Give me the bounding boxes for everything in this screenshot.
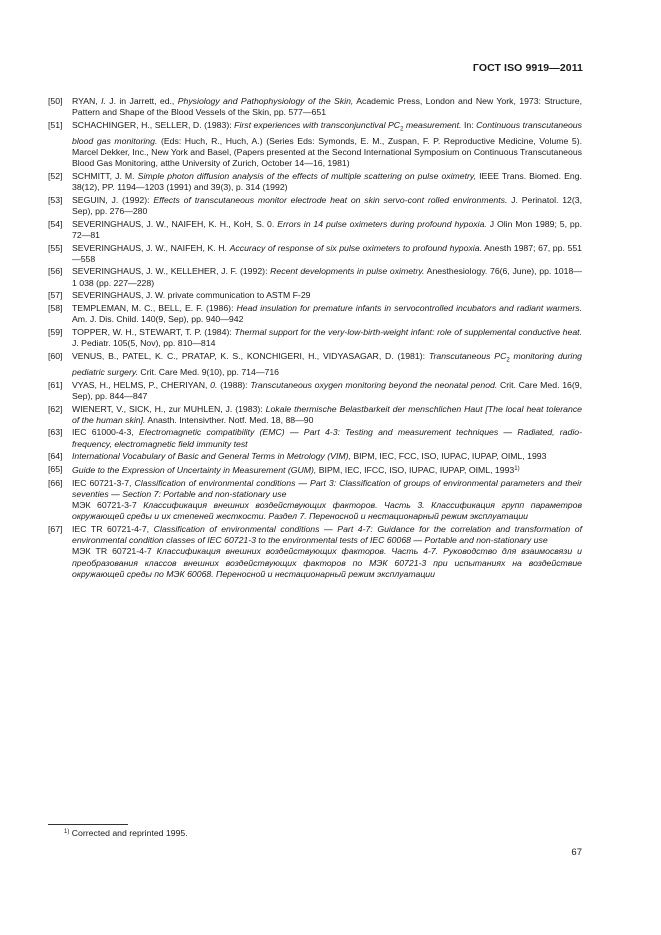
bibliography-list bbox=[48, 96, 582, 581]
footnote bbox=[64, 828, 188, 838]
reference-entry bbox=[48, 290, 582, 301]
reference-body bbox=[72, 478, 582, 523]
reference-body bbox=[72, 351, 582, 378]
reference-text-fragment: RYAN, bbox=[72, 96, 102, 106]
reference-entry bbox=[48, 524, 582, 580]
reference-text-fragment: TEMPLEMAN, M. C., BELL, E. F. (1986): bbox=[72, 303, 237, 314]
reference-body bbox=[72, 171, 582, 193]
reference-body bbox=[72, 243, 582, 265]
reference-citation bbox=[72, 290, 582, 301]
reference-citation bbox=[72, 380, 582, 402]
reference-national-equivalent bbox=[72, 500, 582, 522]
reference-text-fragment: WIENERT, V., SICK, H., zur MUHLEN, J. (1983): bbox=[72, 403, 266, 414]
reference-body bbox=[72, 451, 582, 462]
reference-text-fragment: IEC 61000-4-3, bbox=[72, 427, 139, 438]
reference-number: [56] bbox=[48, 266, 63, 277]
reference-text-fragment: Continuous transcutaneous blood gas monitoring. bbox=[72, 119, 582, 146]
reference-body bbox=[72, 524, 582, 580]
reference-body bbox=[72, 303, 582, 325]
reference-entry bbox=[48, 219, 582, 241]
reference-text-fragment: Thermal support for the very-low-birth-weight infant: role of supplemental conductive heat. bbox=[234, 327, 582, 338]
reference-number: [55] bbox=[48, 242, 63, 253]
reference-text-fragment: VYAS, H., HELMS, P., CHERIYAN, bbox=[72, 379, 211, 390]
reference-text-fragment: SEVERINGHAUS, J. W., NAIFEH, K. H. bbox=[72, 242, 230, 253]
reference-number: [65] bbox=[48, 464, 63, 475]
reference-text-fragment: J. Perinatol. 12(3, Sep), pp. 276—280 bbox=[72, 194, 582, 216]
reference-text-fragment: IEC 60721-3-7, bbox=[72, 477, 135, 488]
reference-body bbox=[72, 266, 582, 288]
reference-entry bbox=[48, 427, 582, 449]
reference-number: [52] bbox=[48, 170, 63, 181]
reference-number: [59] bbox=[48, 327, 63, 338]
reference-body bbox=[72, 96, 582, 118]
reference-number: [54] bbox=[48, 218, 63, 229]
reference-entry bbox=[48, 404, 582, 426]
reference-citation bbox=[72, 464, 582, 476]
reference-entry bbox=[48, 451, 582, 462]
reference-entry bbox=[48, 195, 582, 217]
reference-body bbox=[72, 219, 582, 241]
reference-text-fragment: BIPM, IEC, FCC, ISO, IUPAC, IUPAP, OIML, 1993 bbox=[350, 451, 547, 462]
reference-text-fragment: Anesthesiology. 76(6, June), pp. 1018—1 038 (pp. 227—228) bbox=[72, 266, 582, 288]
reference-text-fragment: 2 bbox=[506, 357, 510, 364]
reference-text-fragment: SEVERINGHAUS, J. W., NAIFEH, K. H., KoH, S. 0. bbox=[72, 218, 278, 229]
reference-citation bbox=[72, 427, 582, 449]
reference-text-fragment: VENUS, B., PATEL, K. C., PRATAP, K. S., KONCHIGERI, H., VIDYASAGAR, D. (1981): bbox=[72, 350, 429, 361]
reference-number: [62] bbox=[48, 403, 63, 414]
reference-text-fragment: Transcutaneous PC bbox=[428, 350, 507, 361]
reference-body bbox=[72, 427, 582, 449]
reference-citation bbox=[72, 243, 582, 265]
reference-text-fragment: Classification of environmental conditions — Part 3: Classification of groups of environmental parameters and their seventies — Section 7: Portable and non-stationary use bbox=[72, 477, 582, 499]
reference-text-fragment: measurement. bbox=[403, 119, 462, 130]
reference-text-fragment: I. bbox=[101, 96, 106, 106]
reference-text-fragment: SCHACHINGER, H., SELLER, D. (1983): bbox=[72, 119, 235, 130]
reference-citation bbox=[72, 524, 582, 546]
reference-number: [58] bbox=[48, 303, 63, 314]
reference-body bbox=[72, 120, 582, 169]
reference-text-fragment: Lokale thermische Belastbarkeit der menschlichen Haut [The local heat tolerance of the human skin]. bbox=[72, 403, 582, 425]
reference-text-fragment: SEVERINGHAUS, J. W. private communication to ASTM F-29 bbox=[72, 290, 311, 301]
reference-entry bbox=[48, 380, 582, 402]
reference-text-fragment: Head insulation for premature infants in servocontrolled incubators and radiant warmers. bbox=[236, 303, 582, 314]
reference-text-fragment: 1) bbox=[514, 466, 520, 473]
reference-text-fragment: Anesth 1987; 67, pp. 551—558 bbox=[72, 242, 582, 264]
reference-number: [53] bbox=[48, 194, 63, 205]
reference-text-fragment: Effects of transcutaneous monitor electrode heat on skin servo-cont rolled environments. bbox=[153, 194, 508, 205]
reference-number: [63] bbox=[48, 427, 63, 438]
reference-entry bbox=[48, 351, 582, 378]
reference-body bbox=[72, 195, 582, 217]
reference-body bbox=[72, 327, 582, 349]
reference-entry bbox=[48, 303, 582, 325]
reference-text-fragment: IEEE Trans. Biomed. Eng. 38(12), PP. 1194—1203 (1991) and 39(3), p. 314 (1992) bbox=[72, 170, 582, 193]
reference-citation bbox=[72, 327, 582, 349]
reference-entry bbox=[48, 171, 582, 193]
footnote-mark: 1) bbox=[64, 829, 70, 835]
reference-text-fragment: 2 bbox=[400, 126, 404, 133]
reference-text-fragment: J. in Jarrett, ed., bbox=[105, 96, 178, 106]
reference-text-fragment: Classification of environmental conditions — Part 4-7: Guidance for the correlation and transformation of environmental condition classes of IEC 60721-3 to the environmental tests of IEC 60068 — Portable and non-stationary use bbox=[72, 524, 582, 546]
footnote-separator bbox=[48, 824, 128, 825]
reference-number: [51] bbox=[48, 119, 63, 130]
reference-citation bbox=[72, 404, 582, 426]
reference-text-fragment: Crit. Care Med. 16(9, Sep), pp. 844—847 bbox=[72, 379, 582, 401]
reference-citation bbox=[72, 96, 582, 118]
reference-text-fragment: J Olin Mon 1989; 5, pp. 72—81 bbox=[72, 218, 582, 240]
reference-text-fragment: J. Pediatr. 105(5, Nov), pp. 810—814 bbox=[72, 338, 216, 349]
reference-text-fragment: Accuracy of response of six pulse oximeters to profound hypoxia. bbox=[229, 242, 482, 253]
reference-text-fragment: (Eds: Huch, R., Huch, A.) (Series Eds: Symonds, E. M., Zuspan, F. P. Reproductive Medicine, Volume 5). Marcel Dekker, Inc., New York and Basel, (Papers presented at the Second International Symposium on Continuous Transcutaneous Blood Gas Monitoring, atthe University of Zurich, October 14—16, 1981) bbox=[72, 135, 582, 169]
reference-text-fragment: Electromagnetic compatibility (EMC) — Part 4-3: Testing and measurement techniques — Radiated, radio-frequency, electromagnetic field immunity test bbox=[72, 427, 582, 449]
reference-text-fragment: Simple photon diffusion analysis of the effects of multiple scattering on pulse oximetry, bbox=[137, 170, 477, 181]
reference-text-fragment: Классификация внешних воздействующих факторов. Часть 4-7. Руководство для взаимосвязи и преобразования классов внешних воздействующих факторов по МЭК 60721-3 при испытаниях на воздействие окружающей среды по МЭК 60068. Переносной и нестационарный режим эксплуатации bbox=[72, 546, 582, 579]
reference-text-fragment: TOPPER, W. H., STEWART, T. P. (1984): bbox=[72, 327, 235, 338]
reference-text-fragment: First experiences with transconjunctival PC bbox=[234, 119, 401, 130]
reference-number: [60] bbox=[48, 350, 63, 361]
reference-text-fragment: Transcutaneous oxygen monitoring beyond the neonatal penod. bbox=[250, 379, 498, 390]
reference-text-fragment: Errors in 14 pulse oximeters during profound hypoxia. bbox=[277, 218, 487, 229]
footnote-text: Corrected and reprinted 1995. bbox=[71, 828, 188, 838]
reference-text-fragment: Physiology and Pathophysiology of the Skin, bbox=[177, 96, 354, 106]
reference-citation bbox=[72, 266, 582, 288]
reference-text-fragment: BIPM, IEC, IFCC, ISO, IUPAC, IUPAP, OIML, 1993 bbox=[316, 465, 515, 476]
reference-text-fragment: МЭК TR 60721-4-7 bbox=[72, 546, 157, 557]
reference-entry bbox=[48, 243, 582, 265]
reference-number: [64] bbox=[48, 451, 63, 462]
reference-text-fragment: Crit. Care Med. 9(10), pp. 714—716 bbox=[138, 366, 279, 377]
reference-entry bbox=[48, 478, 582, 523]
reference-entry bbox=[48, 96, 582, 118]
reference-number: [61] bbox=[48, 379, 63, 390]
reference-text-fragment: Academic Press, London and New York, 1973: Structure, Pattern and Shape of the Blood Vessels of the Skin, pp. 577—651 bbox=[72, 96, 582, 118]
reference-national-equivalent bbox=[72, 546, 582, 579]
reference-entry bbox=[48, 464, 582, 476]
reference-text-fragment: SCHMITT, J. M. bbox=[72, 170, 138, 181]
reference-citation bbox=[72, 478, 582, 500]
reference-text-fragment: Am. J. Dis. Child. 140(9, Sep), pp. 940—942 bbox=[72, 314, 244, 325]
reference-text-fragment: International Vocabulary of Basic and General Terms in Metrology (VIM), bbox=[72, 451, 351, 462]
reference-number: [50] bbox=[48, 96, 63, 106]
reference-entry bbox=[48, 120, 582, 169]
document-id-header: ГОСТ ISO 9919—2011 bbox=[472, 62, 583, 74]
reference-body bbox=[72, 404, 582, 426]
reference-text-fragment: SEVERINGHAUS, J. W., KELLEHER, J. F. (1992): bbox=[72, 266, 271, 277]
reference-citation bbox=[72, 351, 582, 378]
reference-text-fragment: Классификация внешних воздействующих факторов. Часть 3. Классификация групп параметров окружающей среды и их степеней жесткости. Раздел 7. Переносной и нестационарный режим эксплуатации bbox=[72, 500, 582, 522]
reference-text-fragment: IEC TR 60721-4-7, bbox=[72, 524, 154, 535]
reference-citation bbox=[72, 195, 582, 217]
reference-citation bbox=[72, 219, 582, 241]
reference-body bbox=[72, 290, 582, 301]
reference-text-fragment: SEGUIN, J. (1992): bbox=[72, 194, 154, 205]
reference-text-fragment: Recent developments in pulse oximetry. bbox=[270, 266, 425, 277]
reference-number: [57] bbox=[48, 290, 63, 301]
reference-text-fragment: Guide to the Expression of Uncertainty in Measurement (GUM), bbox=[72, 465, 317, 476]
reference-text-fragment: monitoring during pediatric surgery. bbox=[72, 350, 582, 377]
reference-entry bbox=[48, 266, 582, 288]
page-number: 67 bbox=[571, 847, 582, 858]
reference-text-fragment: МЭК 60721-3-7 bbox=[72, 500, 144, 511]
reference-entry bbox=[48, 327, 582, 349]
reference-citation bbox=[72, 120, 582, 169]
reference-citation bbox=[72, 451, 582, 462]
reference-text-fragment: 0. bbox=[210, 379, 218, 390]
reference-body bbox=[72, 380, 582, 402]
reference-text-fragment: In: bbox=[461, 119, 477, 130]
reference-number: [66] bbox=[48, 477, 63, 488]
reference-citation bbox=[72, 171, 582, 193]
reference-text-fragment: (1988): bbox=[217, 379, 251, 390]
reference-body bbox=[72, 464, 582, 476]
reference-number: [67] bbox=[48, 524, 63, 535]
reference-citation bbox=[72, 303, 582, 325]
reference-text-fragment: Anasth. Intensivther. Notf. Med. 18, 88—90 bbox=[145, 414, 314, 425]
